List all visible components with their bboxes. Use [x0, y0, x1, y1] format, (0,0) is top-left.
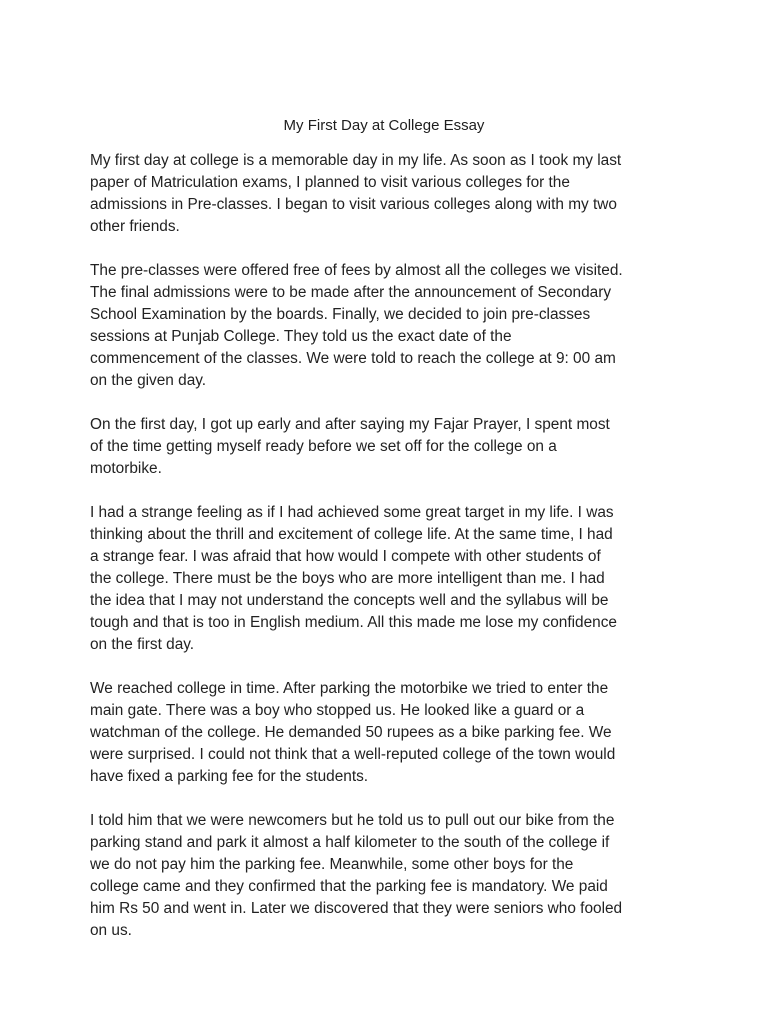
paragraph-line: parking stand and park it almost a half kilometer to the south of the college if: [90, 834, 610, 851]
paragraph-line: college came and they confirmed that the parking fee is mandatory. We paid: [90, 878, 608, 895]
paragraph-line: other friends.: [90, 218, 180, 235]
paragraph: [90, 260, 710, 392]
paragraph-line: The final admissions were to be made after the announcement of Secondary: [90, 284, 612, 301]
paragraph-line: I had a strange feeling as if I had achieved some great target in my life. I was: [90, 504, 614, 521]
paragraph-line: motorbike.: [90, 460, 162, 477]
paragraph-line: School Examination by the boards. Finally, we decided to join pre-classes: [90, 306, 591, 323]
paragraph-line: main gate. There was a boy who stopped us. He looked like a guard or a: [90, 702, 585, 719]
essay-body: [90, 150, 710, 964]
paragraph-line: him Rs 50 and went in. Later we discovered that they were seniors who fooled: [90, 900, 623, 917]
paragraph-line: admissions in Pre-classes. I began to visit various colleges along with my two: [90, 196, 617, 213]
paragraph-line: a strange fear. I was afraid that how would I compete with other students of: [90, 548, 601, 565]
paragraph-line: We reached college in time. After parking the motorbike we tried to enter the: [90, 680, 609, 697]
paragraph-line: On the first day, I got up early and after saying my Fajar Prayer, I spent most: [90, 416, 610, 433]
paragraph: [90, 678, 710, 788]
paragraph-line: My first day at college is a memorable day in my life. As soon as I took my last: [90, 152, 622, 169]
paragraph-line: on us.: [90, 922, 132, 939]
paragraph: [90, 502, 710, 656]
paragraph-line: tough and that is too in English medium. All this made me lose my confidence: [90, 614, 617, 631]
paragraph: [90, 414, 710, 480]
paragraph-line: commencement of the classes. We were told to reach the college at 9: 00 am: [90, 350, 616, 367]
paragraph-line: on the given day.: [90, 372, 207, 389]
paragraph-line: watchman of the college. He demanded 50 rupees as a bike parking fee. We: [90, 724, 612, 741]
paragraph-line: thinking about the thrill and excitement of college life. At the same time, I had: [90, 526, 613, 543]
paragraph-line: of the time getting myself ready before we set off for the college on a: [90, 438, 557, 455]
paragraph-line: sessions at Punjab College. They told us the exact date of the: [90, 328, 512, 345]
paragraph-line: The pre-classes were offered free of fees by almost all the colleges we visited.: [90, 262, 623, 279]
essay-title: My First Day at College Essay: [283, 117, 485, 134]
paragraph-line: the idea that I may not understand the concepts well and the syllabus will be: [90, 592, 609, 609]
paragraph: [90, 810, 710, 942]
paragraph: [90, 150, 710, 238]
paragraph-line: the college. There must be the boys who are more intelligent than me. I had: [90, 570, 605, 587]
paragraph-line: have fixed a parking fee for the students.: [90, 768, 369, 785]
paragraph-line: I told him that we were newcomers but he told us to pull out our bike from the: [90, 812, 615, 829]
paragraph-line: were surprised. I could not think that a well-reputed college of the town would: [90, 746, 616, 763]
paragraph-line: paper of Matriculation exams, I planned to visit various colleges for the: [90, 174, 570, 191]
paragraph-line: on the first day.: [90, 636, 195, 653]
paragraph-line: we do not pay him the parking fee. Meanwhile, some other boys for the: [90, 856, 574, 873]
